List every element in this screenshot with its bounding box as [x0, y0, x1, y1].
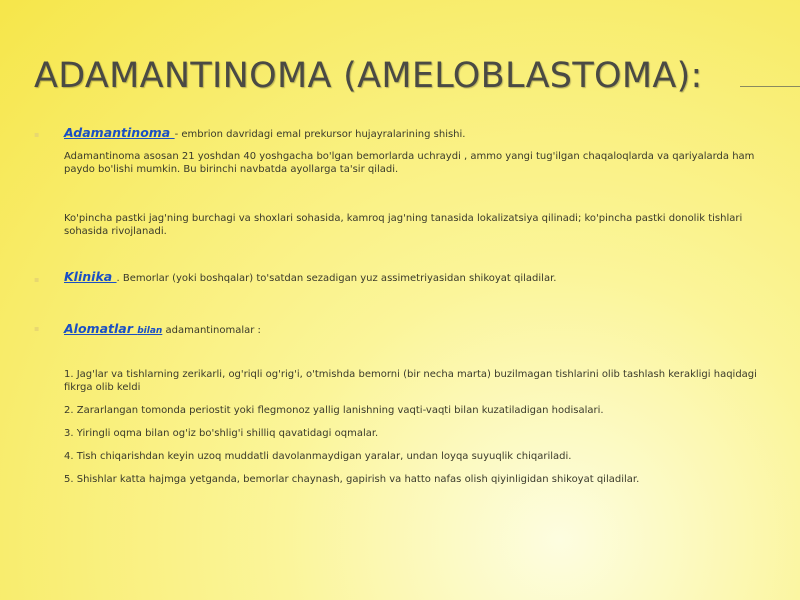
symptoms-list: [64, 368, 780, 486]
bullet-marker: ▪: [34, 275, 40, 284]
slide-content: [64, 126, 780, 496]
definition-text: - embrion davridagi emal prekursor hujayralarining shishi.: [174, 129, 466, 140]
bullet-marker: ▪: [34, 130, 40, 139]
clinic-paragraph: [64, 270, 780, 285]
slide-title: ADAMANTINOMA (AMELOBLASTOMA):: [34, 56, 703, 96]
title-rule: [740, 86, 800, 87]
definition-paragraph: [64, 126, 780, 141]
term-bilan: bilan: [137, 326, 163, 336]
clinic-text: . Bemorlar (yoki boshqalar) to'satdan sezadigan yuz assimetriyasidan shikoyat qiladilar.: [116, 273, 557, 284]
localization-paragraph: Ko'pincha pastki jag'ning burchagi va shoxlari sohasida, kamroq jag'ning tanasida lokalizatsiya qilinadi; ko'pincha pastki donolik tishlari sohasida rivojlanadi.: [64, 213, 743, 237]
term-alomatlar: Alomatlar: [64, 321, 138, 336]
list-item: 4. Tish chiqarishdan keyin uzoq muddatli davolanmaydigan yaralar, undan loyqa suyuqlik chiqariladi.: [64, 451, 572, 462]
list-item: 2. Zararlangan tomonda periostit yoki flegmonoz yallig lanishning vaqti-vaqti bilan kuzatiladigan hodisalari.: [64, 405, 604, 416]
list-item: 3. Yiringli oqma bilan og'iz bo'shlig'i shilliq qavatidagi oqmalar.: [64, 428, 379, 439]
symptoms-text: adamantinomalar :: [162, 325, 261, 336]
bullet-marker: ▪: [34, 324, 40, 333]
list-item: 1. Jag'lar va tishlarning zerikarli, og'riqli og'rig'i, o'tmishda bemorni (bir necha marta) buzilmagan tishlarini olib tashlash kerakligi haqidagi fikrga olib keldi: [64, 369, 757, 393]
list-item: 5. Shishlar katta hajmga yetganda, bemorlar chaynash, gapirish va hatto nafas olish qiyinligidan shikoyat qiladilar.: [64, 474, 640, 485]
symptoms-paragraph: [64, 322, 780, 338]
term-klinika: Klinika: [64, 269, 117, 284]
age-paragraph: Adamantinoma asosan 21 yoshdan 40 yoshgacha bo'lgan bemorlarda uchraydi , ammo yangi tug'ilgan chaqaloqlarda va qariyalarda ham paydo bo'lishi mumkin. Bu birinchi navbatda ayollarga ta'sir qiladi.: [64, 151, 755, 175]
term-adamantinoma: Adamantinoma: [64, 125, 175, 140]
